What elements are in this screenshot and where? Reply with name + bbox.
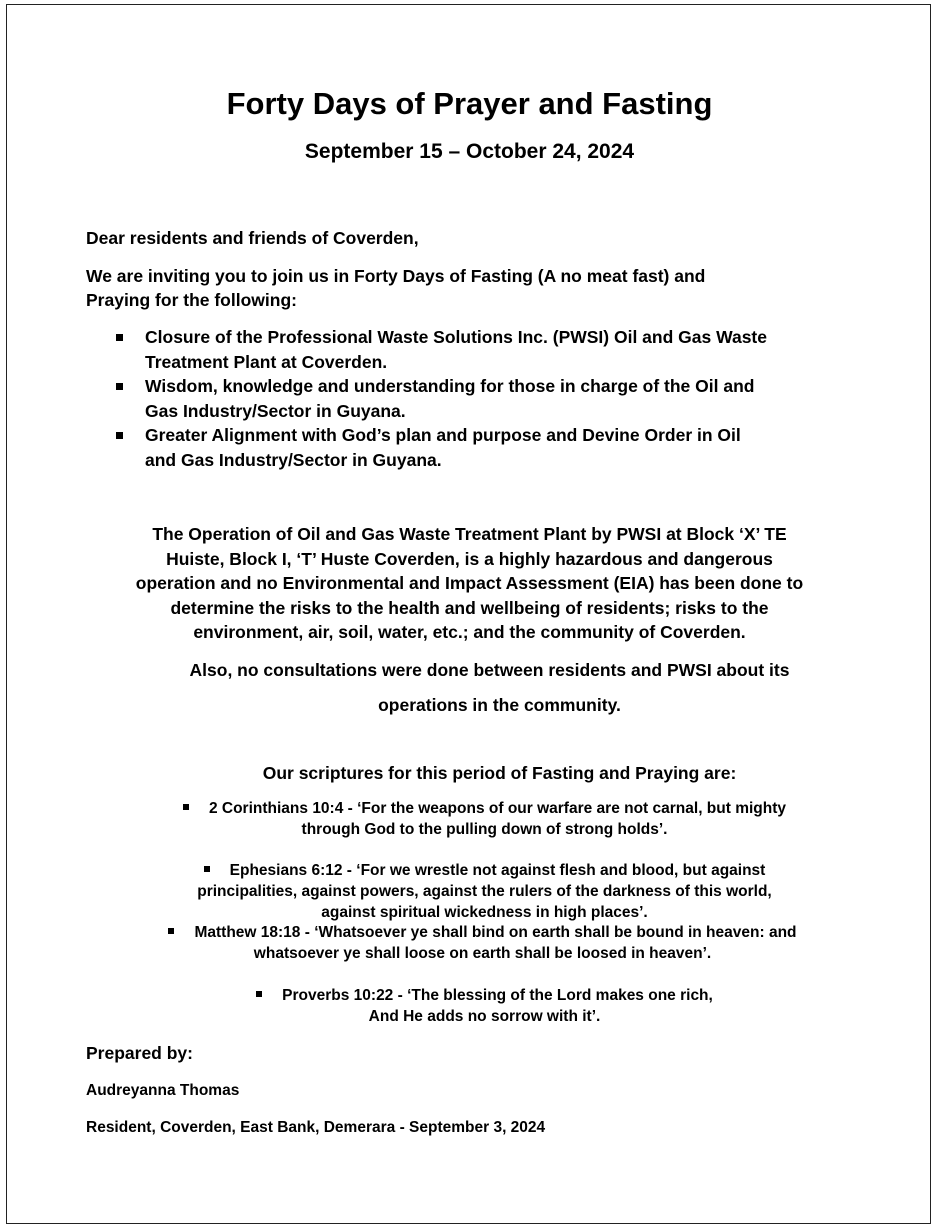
prayer-item [115, 423, 855, 472]
intro-paragraph [86, 264, 846, 312]
date-range-subtitle: September 15 – October 24, 2024 [304, 140, 635, 163]
scripture-line: against spiritual wickedness in high places’. [321, 904, 648, 921]
scripture-item [7, 860, 932, 923]
scripture-item [7, 922, 932, 964]
document-page [6, 4, 931, 1224]
bullet-icon [168, 928, 174, 934]
page-title: Forty Days of Prayer and Fasting [226, 86, 713, 121]
prayer-item-line: Wisdom, knowledge and understanding for those in charge of the Oil and [145, 376, 755, 396]
bullet-icon [116, 383, 123, 390]
prayer-item-line: Closure of the Professional Waste Solutions Inc. (PWSI) Oil and Gas Waste [145, 327, 767, 347]
bullet-icon [183, 804, 189, 810]
intro-line: Praying for the following: [86, 290, 297, 310]
author-name: Audreyanna Thomas [86, 1082, 240, 1099]
scripture-line: whatsoever ye shall loose on earth shall be loosed in heaven’. [253, 945, 712, 962]
scripture-line: And He adds no sorrow with it’. [368, 1008, 601, 1025]
prayer-item-line: and Gas Industry/Sector in Guyana. [145, 449, 442, 470]
scripture-line: 2 Corinthians 10:4 - ‘For the weapons of our warfare are not carnal, but mighty [208, 800, 787, 817]
bullet-icon [256, 991, 262, 997]
bullet-icon [204, 866, 210, 872]
prayer-item-line: Greater Alignment with God’s plan and purpose and Devine Order in Oil [145, 425, 741, 445]
greeting: Dear residents and friends of Coverden, [86, 228, 419, 248]
scripture-line: Matthew 18:18 - ‘Whatsoever ye shall bind on earth shall be bound in heaven: and [194, 924, 797, 941]
operation-line: determine the risks to the health and wellbeing of residents; risks to the [170, 597, 769, 618]
prayer-item [115, 325, 855, 374]
operation-line: Huiste, Block I, ‘T’ Huste Coverden, is a highly hazardous and dangerous [166, 548, 773, 569]
scripture-heading: Our scriptures for this period of Fasting and Praying are: [262, 763, 737, 783]
prepared-by-label: Prepared by: [86, 1043, 193, 1063]
prayer-item-line: Treatment Plant at Coverden. [145, 351, 388, 372]
prayer-item-line: Gas Industry/Sector in Guyana. [145, 400, 406, 421]
scripture-item [7, 798, 932, 840]
bullet-icon [116, 432, 123, 439]
author-details: Resident, Coverden, East Bank, Demerara - September 3, 2024 [86, 1119, 546, 1136]
operation-line: The Operation of Oil and Gas Waste Treatment Plant by PWSI at Block ‘X’ TE [152, 524, 787, 544]
operation-line: operation and no Environmental and Impact Assessment (EIA) has been done to [135, 573, 804, 593]
intro-line: We are inviting you to join us in Forty Days of Fasting (A no meat fast) and [86, 266, 706, 286]
scripture-line: through God to the pulling down of strong holds’. [301, 821, 668, 838]
bullet-icon [116, 334, 123, 341]
operation-line: environment, air, soil, water, etc.; and the community of Coverden. [193, 622, 746, 642]
consultation-line: operations in the community. [378, 695, 621, 715]
scripture-item [7, 985, 932, 1027]
scripture-line: Proverbs 10:22 - ‘The blessing of the Lord makes one rich, [282, 987, 713, 1004]
scripture-line: Ephesians 6:12 - ‘For we wrestle not against flesh and blood, but against [229, 862, 766, 879]
scripture-line: principalities, against powers, against the rulers of the darkness of this world, [197, 883, 772, 900]
prayer-list [115, 325, 855, 472]
consultation-line: Also, no consultations were done between residents and PWSI about its [189, 660, 790, 680]
prayer-item [115, 374, 855, 423]
operation-paragraph [77, 522, 862, 645]
